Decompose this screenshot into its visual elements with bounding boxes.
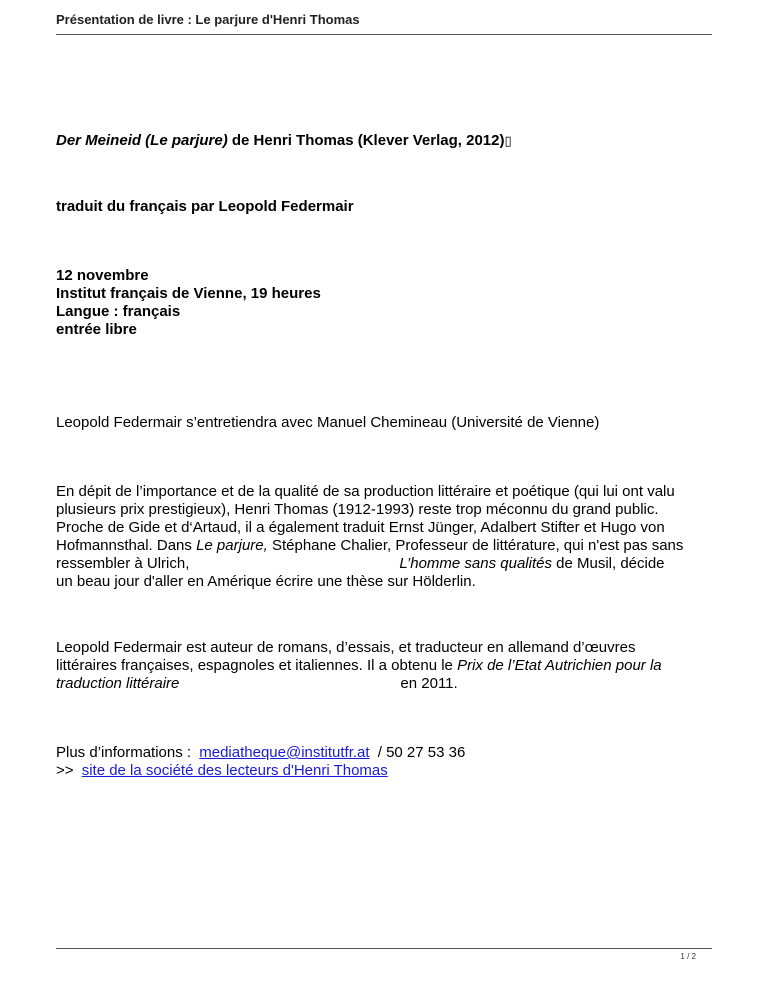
author-paragraph bbox=[56, 483, 716, 591]
event-language: Langue : français bbox=[56, 303, 181, 320]
paragraph-text: en 2011. bbox=[400, 675, 458, 692]
speaker-line: Leopold Federmair s’entretiendra avec Manuel Chemineau (Université de Vienne) bbox=[56, 414, 600, 431]
paragraph-text: ressembler à Ulrich, bbox=[56, 555, 190, 572]
book-title-rest: de Henri Thomas (Klever Verlag, 2012) bbox=[227, 132, 505, 149]
arrow-glyph: >> bbox=[56, 762, 78, 779]
paragraph-line bbox=[56, 675, 716, 693]
event-venue: Institut français de Vienne, 19 heures bbox=[56, 285, 321, 302]
paragraph-line: plusieurs prix prestigieux), Henri Thomas (1912-1993) reste trop méconnu du grand public. bbox=[56, 501, 659, 518]
paragraph-text: Stéphane Chalier, Professeur de littérature, qui n'est pas sans bbox=[267, 537, 684, 554]
contact-label: Plus d’informations : bbox=[56, 744, 196, 761]
book-title-italic: Der Meineid (Le parjure) bbox=[56, 132, 228, 149]
header-divider bbox=[56, 34, 712, 35]
contact-line bbox=[56, 744, 716, 762]
paragraph-line: Leopold Federmair est auteur de romans, d’essais, et traducteur en allemand d’œuvres bbox=[56, 639, 636, 656]
prize-name-inline: Prix de l’Etat Autrichien pour la bbox=[457, 657, 662, 674]
prize-name-inline: traduction littéraire bbox=[56, 675, 180, 692]
paragraph-line: un beau jour d'aller en Amérique écrire une thèse sur Hölderlin. bbox=[56, 573, 476, 590]
page-header-title: Présentation de livre : Le parjure d'Henri Thomas bbox=[56, 12, 360, 27]
event-date: 12 novembre bbox=[56, 267, 149, 284]
footer-divider bbox=[56, 948, 712, 949]
book-title-inline: Le parjure, bbox=[196, 537, 268, 554]
book-title-line bbox=[56, 132, 716, 150]
phone-number: / 50 27 53 36 bbox=[377, 744, 466, 761]
page-number: 1 / 2 bbox=[680, 952, 696, 961]
paragraph-line bbox=[56, 537, 716, 555]
musil-title-inline: L’homme sans qualités bbox=[399, 555, 552, 572]
event-entry: entrée libre bbox=[56, 321, 137, 338]
event-details bbox=[56, 267, 716, 339]
translator-line: traduit du français par Leopold Federmair bbox=[56, 198, 354, 215]
missing-glyph-icon: ▯ bbox=[504, 133, 512, 148]
paragraph-line bbox=[56, 555, 716, 573]
link-line bbox=[56, 762, 716, 780]
paragraph-line bbox=[56, 657, 716, 675]
paragraph-text: littéraires françaises, espagnoles et italiennes. Il a obtenu le bbox=[56, 657, 458, 674]
paragraph-line: Proche de Gide et d‘Artaud, il a également traduit Ernst Jünger, Adalbert Stifter et Hugo von bbox=[56, 519, 665, 536]
paragraph-line: En dépit de l’importance et de la qualité de sa production littéraire et poétique (qui lui ont valu bbox=[56, 483, 675, 500]
paragraph-text: Hofmannsthal. Dans bbox=[56, 537, 197, 554]
paragraph-text: de Musil, décide bbox=[551, 555, 665, 572]
contact-info bbox=[56, 744, 716, 780]
email-link[interactable]: mediatheque@institutfr.at bbox=[199, 744, 370, 761]
translator-paragraph bbox=[56, 639, 716, 693]
society-site-link[interactable]: site de la société des lecteurs d'Henri Thomas bbox=[81, 762, 388, 779]
